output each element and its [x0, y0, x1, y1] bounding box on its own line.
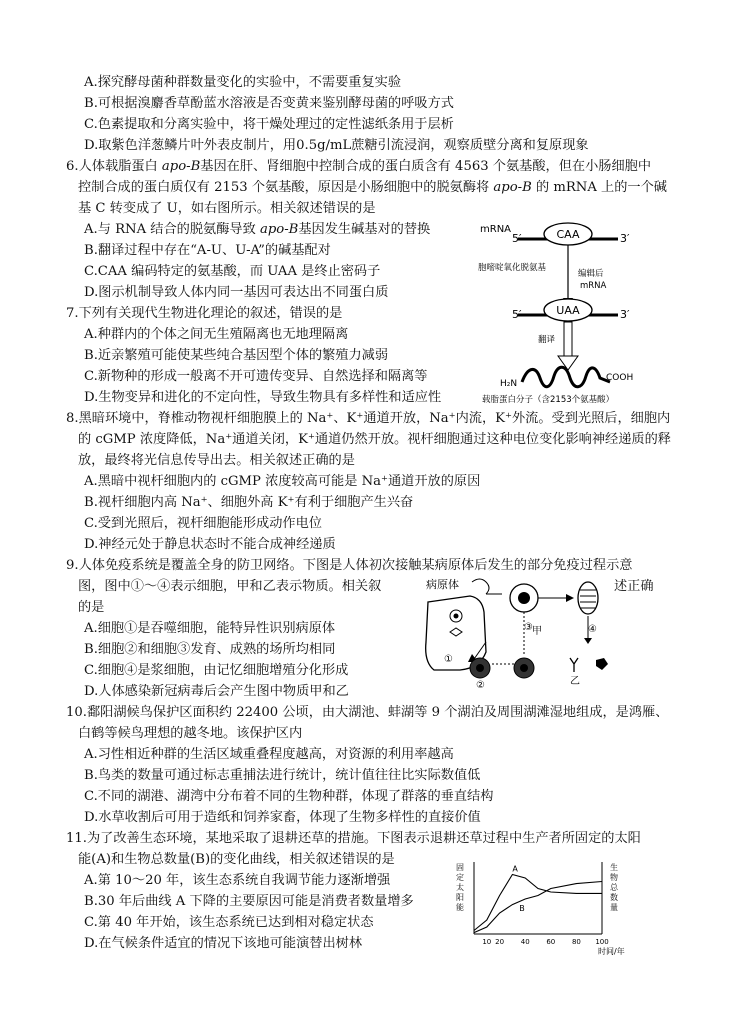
- q10-option-a: A.习性相近种群的生活区域重叠程度越高，对资源的利用率越高: [84, 747, 454, 762]
- chart-ylabel-right-char: 量: [610, 903, 618, 912]
- svg-text:3′: 3′: [620, 232, 630, 245]
- q7-option-d: D.生物变异和进化的不定向性，导致生物具有多样性和适应性: [84, 390, 442, 405]
- x-tick-label: 40: [520, 938, 530, 946]
- q8-stem-line2: 的 cGMP 浓度降低，Na⁺通道关闭，K⁺通道仍然开放。视杆细胞通过这种电位变化影响神经递质的释: [78, 432, 671, 447]
- immune-process-figure: [420, 572, 620, 690]
- mrna-label: mRNA: [480, 224, 512, 235]
- q7-option-b: B.近亲繁殖可能使某些纯合基因型个体的繁殖力减弱: [84, 348, 389, 363]
- q8-option-a: A.黑暗中视杆细胞内的 cGMP 浓度较高可能是 Na⁺通道开放的原因: [84, 474, 481, 489]
- q6-stem-line3: 基 C 转变成了 U，如右图所示。相关叙述错误的是: [78, 201, 376, 216]
- x-tick-label: 80: [571, 938, 581, 946]
- series-label-A: A: [512, 864, 518, 874]
- chart-ylabel-right-char: 生: [610, 863, 618, 872]
- q11-option-c: C.第 40 年开始，该生态系统已达到相对稳定状态: [84, 915, 374, 930]
- q9-option-b: B.细胞②和细胞③发育、成熟的场所均相同: [84, 642, 336, 657]
- q8-stem-line1: 8.黑暗环境中，脊椎动物视杆细胞膜上的 Na⁺、K⁺通道开放，Na⁺内流，K⁺外流。受到光照后，细胞内: [66, 411, 671, 426]
- q9-stem-line1: 9.人体免疫系统是覆盖全身的防卫网络。下图是人体初次接触某病原体后发生的部分免疫过程示意: [66, 558, 633, 573]
- svg-text:④: ④: [588, 624, 597, 635]
- q6-option-c: C.CAA 编码特定的氨基酸，而 UAA 是终止密码子: [84, 264, 381, 279]
- q5-option-d: D.取紫色洋葱鳞片叶外表皮制片，用0.5g/mL蔗糖引流浸润，观察质壁分离和复原现象: [84, 138, 589, 153]
- svg-text:乙: 乙: [570, 676, 580, 687]
- chart-ylabel-left-char: 阳: [456, 893, 464, 902]
- plasma-cell: [578, 582, 598, 614]
- series-label-B: B: [519, 904, 525, 913]
- q9-option-c: C.细胞④是浆细胞，由记忆细胞增殖分化形成: [84, 663, 349, 678]
- q6-option-b: B.翻译过程中存在“A-U、U-A”的碱基配对: [84, 243, 331, 258]
- q8-stem-line3: 放，最终将光信息传导出去。相关叙述正确的是: [78, 453, 355, 468]
- q7-stem: 7.下列有关现代生物进化理论的叙述，错误的是: [66, 306, 343, 321]
- q10-option-d: D.水草收割后可用于造纸和饲养家畜，体现了生物多样性的直接价值: [84, 810, 481, 825]
- q8-option-b: B.视杆细胞内高 Na⁺、细胞外高 K⁺有利于细胞产生兴奋: [84, 495, 414, 510]
- protein-chain: [522, 367, 610, 387]
- chart-xlabel: 时间/年: [598, 947, 625, 956]
- q11-option-a: A.第 10～20 年，该生态系统自我调节能力逐渐增强: [84, 873, 391, 888]
- q6-option-a: A.与 RNA 结合的脱氨酶导致 apo-B基因发生碱基对的替换: [84, 222, 431, 237]
- svg-text:COOH: COOH: [606, 373, 634, 383]
- chart-ylabel-right: [610, 862, 619, 912]
- q9-stem-line2a: 图，图中①～④表示细胞，甲和乙表示物质。相关叙: [78, 579, 382, 594]
- chart-ylabel-left-char: 定: [456, 873, 464, 882]
- svg-text:3′: 3′: [620, 308, 630, 321]
- q11-option-d: D.在气候条件适宜的情况下该地可能演替出树林: [84, 936, 363, 951]
- chart-ylabel-left: [456, 863, 464, 912]
- deaminase-label: 胞嘧啶氧化脱氨基: [478, 263, 547, 273]
- pathogen-label: 病原体: [426, 578, 459, 591]
- svg-text:编辑后: 编辑后: [578, 269, 604, 279]
- q11-stem-line2: 能(A)和生物总数量(B)的变化曲线，相关叙述错误的是: [78, 852, 395, 867]
- x-tick-label: 10: [482, 938, 492, 946]
- q9-stem-line3: 的是: [78, 600, 105, 615]
- chart-ylabel-left-char: 能: [456, 903, 464, 912]
- q8-option-d: D.神经元处于静息状态时不能合成神经递质: [84, 537, 336, 552]
- svg-text:①: ①: [444, 654, 453, 665]
- q10-stem-line1: 10.鄱阳湖候鸟保护区面积约 22400 公顷，由大湖池、蚌湖等 9 个湖泊及周围湖滩湿地组成，是鸿雁、: [66, 705, 669, 720]
- chart-ylabel-right-char: 总: [610, 883, 618, 892]
- q9-option-d: D.人体感染新冠病毒后会产生图中物质甲和乙: [84, 684, 349, 699]
- q10-option-b: B.鸟类的数量可通过标志重捕法进行统计，统计值往往比实际数值低: [84, 768, 481, 783]
- q6-stem-line1: 6.人体载脂蛋白 apo-B基因在肝、肾细胞中控制合成的蛋白质含有 4563 个氨基酸，但在小肠细胞中: [66, 159, 652, 174]
- q8-option-c: C.受到光照后，视杆细胞能形成动作电位: [84, 516, 322, 531]
- svg-text:翻译: 翻译: [538, 335, 556, 345]
- q7-option-a: A.种群内的个体之间无生殖隔离也无地理隔离: [84, 327, 349, 342]
- svg-text:CAA: CAA: [556, 228, 580, 241]
- x-tick-label: 100: [595, 938, 609, 946]
- q9-option-a: A.细胞①是吞噬细胞，能特异性识别病原体: [84, 621, 336, 636]
- q5-option-a: A.探究酵母菌种群数量变化的实验中，不需要重复实验: [84, 75, 402, 90]
- chart-ylabel-right-char: 物: [610, 873, 618, 882]
- q10-option-c: C.不同的湖港、湖湾中分布着不同的生物种群，体现了群落的垂直结构: [84, 789, 494, 804]
- x-tick-label: 60: [546, 938, 556, 946]
- mrna-editing-figure: [478, 214, 648, 414]
- svg-text:②: ②: [476, 680, 485, 690]
- q6-stem-line2: 控制合成的蛋白质仅有 2153 个氨基酸，原因是小肠细胞中的脱氨酶将 apo-B 的 mRNA 上的一个碱: [78, 180, 667, 195]
- chart-ylabel-left-char: 固: [456, 863, 464, 872]
- protein-caption: 载脂蛋白分子（含2153个氨基酸）: [482, 395, 615, 405]
- svg-text:5′: 5′: [512, 232, 522, 245]
- antibody: [570, 658, 578, 672]
- q6-option-d: D.图示机制导致人体内同一基因可表达出不同蛋白质: [84, 285, 389, 300]
- succession-line-chart: [448, 858, 648, 958]
- svg-text:H₂N: H₂N: [500, 379, 518, 389]
- chart-ylabel-right-char: 数: [610, 893, 618, 902]
- q11-option-b: B.30 年后曲线 A 下降的主要原因可能是消费者数量增多: [84, 894, 414, 909]
- q7-option-c: C.新物种的形成一般离不开可遗传变异、自然选择和隔离等: [84, 369, 428, 384]
- q10-stem-line2: 白鹤等候鸟理想的越冬地。该保护区内: [78, 726, 303, 741]
- q9-stem-line2b: 述正确: [614, 579, 654, 594]
- q5-option-c: C.色素提取和分离实验中，将干燥处理过的定性滤纸条用于层析: [84, 117, 454, 132]
- svg-text:③: ③: [524, 622, 533, 633]
- svg-text:UAA: UAA: [556, 304, 580, 317]
- q11-stem-line1: 11.为了改善生态环境，某地采取了退耕还草的措施。下图表示退耕还草过程中生产者所固定的太阳: [66, 831, 641, 846]
- q5-option-b: B.可根据溴麝香草酚蓝水溶液是否变黄来鉴别酵母菌的呼吸方式: [84, 96, 454, 111]
- svg-text:5′: 5′: [512, 308, 522, 321]
- svg-text:甲: 甲: [532, 626, 542, 637]
- x-tick-label: 20: [495, 938, 505, 946]
- chart-ylabel-left-char: 太: [456, 883, 464, 892]
- svg-text:mRNA: mRNA: [580, 281, 607, 291]
